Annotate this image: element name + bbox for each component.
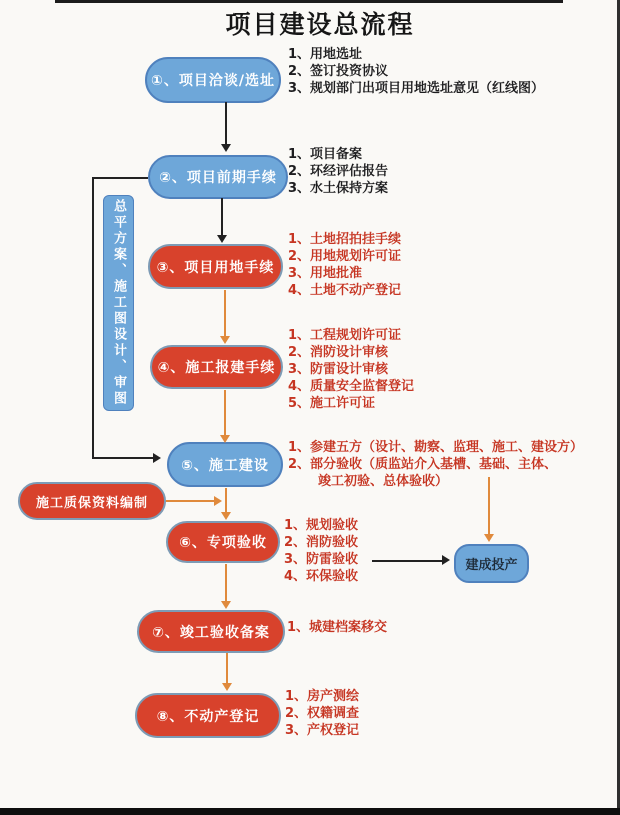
arrow-stage1-to-stage2 — [225, 102, 227, 145]
arrowhead-down-icon — [221, 144, 231, 152]
note-line: 4、质量安全监督登记 — [288, 379, 415, 394]
stage-notes-1 — [288, 46, 544, 97]
note-line: 4、环保验收 — [284, 569, 359, 584]
note-line: 1、参建五方（设计、勘察、监理、施工、建设方） — [288, 440, 584, 455]
stage-oval-7: ⑦、竣工验收备案 — [137, 610, 285, 653]
bypass-connector-vertical — [92, 177, 94, 458]
note-line: 4、土地不动产登记 — [288, 283, 402, 298]
side-panel-design-review: 总平方案、施工图设计、审图 — [103, 195, 134, 411]
stage-notes-8 — [285, 688, 359, 739]
arrowhead-right-icon — [214, 496, 222, 506]
arrowhead-down-icon — [484, 534, 494, 542]
note-line: 2、权籍调查 — [285, 706, 360, 721]
note-line: 2、用地规划许可证 — [288, 249, 402, 264]
parallel-oval-qa-docs: 施工质保资料编制 — [18, 482, 166, 520]
bypass-connector-top — [92, 177, 148, 179]
arrow-stage3-to-stage4 — [224, 290, 226, 337]
note-line: 3、产权登记 — [285, 723, 360, 738]
page-title: 项目建设总流程 — [225, 10, 415, 39]
note-line: 1、项目备案 — [288, 147, 363, 162]
scan-edge-top — [55, 0, 563, 3]
arrowhead-down-icon — [221, 512, 231, 520]
note-line: 5、施工许可证 — [288, 396, 376, 411]
note-line: 3、水土保持方案 — [288, 181, 389, 196]
arrow-stage2-to-stage3 — [221, 198, 223, 236]
stage-oval-1: ①、项目洽谈/选址 — [145, 57, 281, 103]
note-line: 2、环经评估报告 — [288, 164, 389, 179]
stage-notes-4 — [288, 327, 414, 412]
stage-oval-2: ②、项目前期手续 — [148, 155, 288, 199]
result-box-completion: 建成投产 — [454, 544, 529, 583]
arrow-notes5-to-result — [488, 477, 490, 535]
stage-notes-3 — [288, 231, 401, 299]
arrowhead-down-icon — [221, 601, 231, 609]
scan-edge-bottom — [0, 808, 620, 815]
arrow-stage5-to-stage6 — [225, 488, 227, 513]
arrowhead-right-icon — [153, 453, 161, 463]
arrow-stage7-to-stage8 — [226, 653, 228, 684]
stage-oval-5: ⑤、施工建设 — [167, 442, 283, 487]
stage-notes-6 — [284, 517, 358, 585]
note-line: 1、房产测绘 — [285, 689, 360, 704]
note-line: 3、防雷设计审核 — [288, 362, 389, 377]
note-line: 3、规划部门出项目用地选址意见（红线图） — [288, 81, 545, 96]
note-line: 2、签订投资协议 — [288, 64, 389, 79]
note-line: 3、防雷验收 — [284, 552, 359, 567]
bypass-connector-bottom — [92, 457, 154, 459]
note-line: 3、用地批准 — [288, 266, 363, 281]
stage-oval-6: ⑥、专项验收 — [166, 521, 280, 563]
note-line: 1、工程规划许可证 — [288, 328, 402, 343]
arrowhead-down-icon — [217, 235, 227, 243]
arrow-stage6-to-stage7 — [225, 564, 227, 602]
note-line: 1、规划验收 — [284, 518, 359, 533]
note-line: 1、土地招拍挂手续 — [288, 232, 402, 247]
note-line: 1、城建档案移交 — [287, 620, 388, 635]
stage-notes-2 — [288, 146, 388, 197]
note-line: 2、消防验收 — [284, 535, 359, 550]
stage-notes-7 — [287, 619, 387, 636]
stage-oval-4: ④、施工报建手续 — [150, 345, 283, 389]
note-line: 竣工初验、总体验收） — [318, 474, 449, 489]
arrow-qa-to-flow — [166, 500, 215, 502]
stage-oval-3: ③、项目用地手续 — [148, 244, 283, 289]
arrow-notes6-to-result — [372, 560, 443, 562]
note-line: 2、消防设计审核 — [288, 345, 389, 360]
arrow-stage4-to-stage5 — [224, 390, 226, 436]
arrowhead-down-icon — [220, 336, 230, 344]
note-line: 1、用地选址 — [288, 47, 363, 62]
arrowhead-down-icon — [220, 435, 230, 443]
stage-oval-8: ⑧、不动产登记 — [135, 693, 281, 738]
note-line: 2、部分验收（质监站介入基槽、基础、主体、 — [288, 457, 558, 472]
arrowhead-right-icon — [442, 555, 450, 565]
arrowhead-down-icon — [222, 683, 232, 691]
stage-notes-5 — [288, 439, 583, 490]
